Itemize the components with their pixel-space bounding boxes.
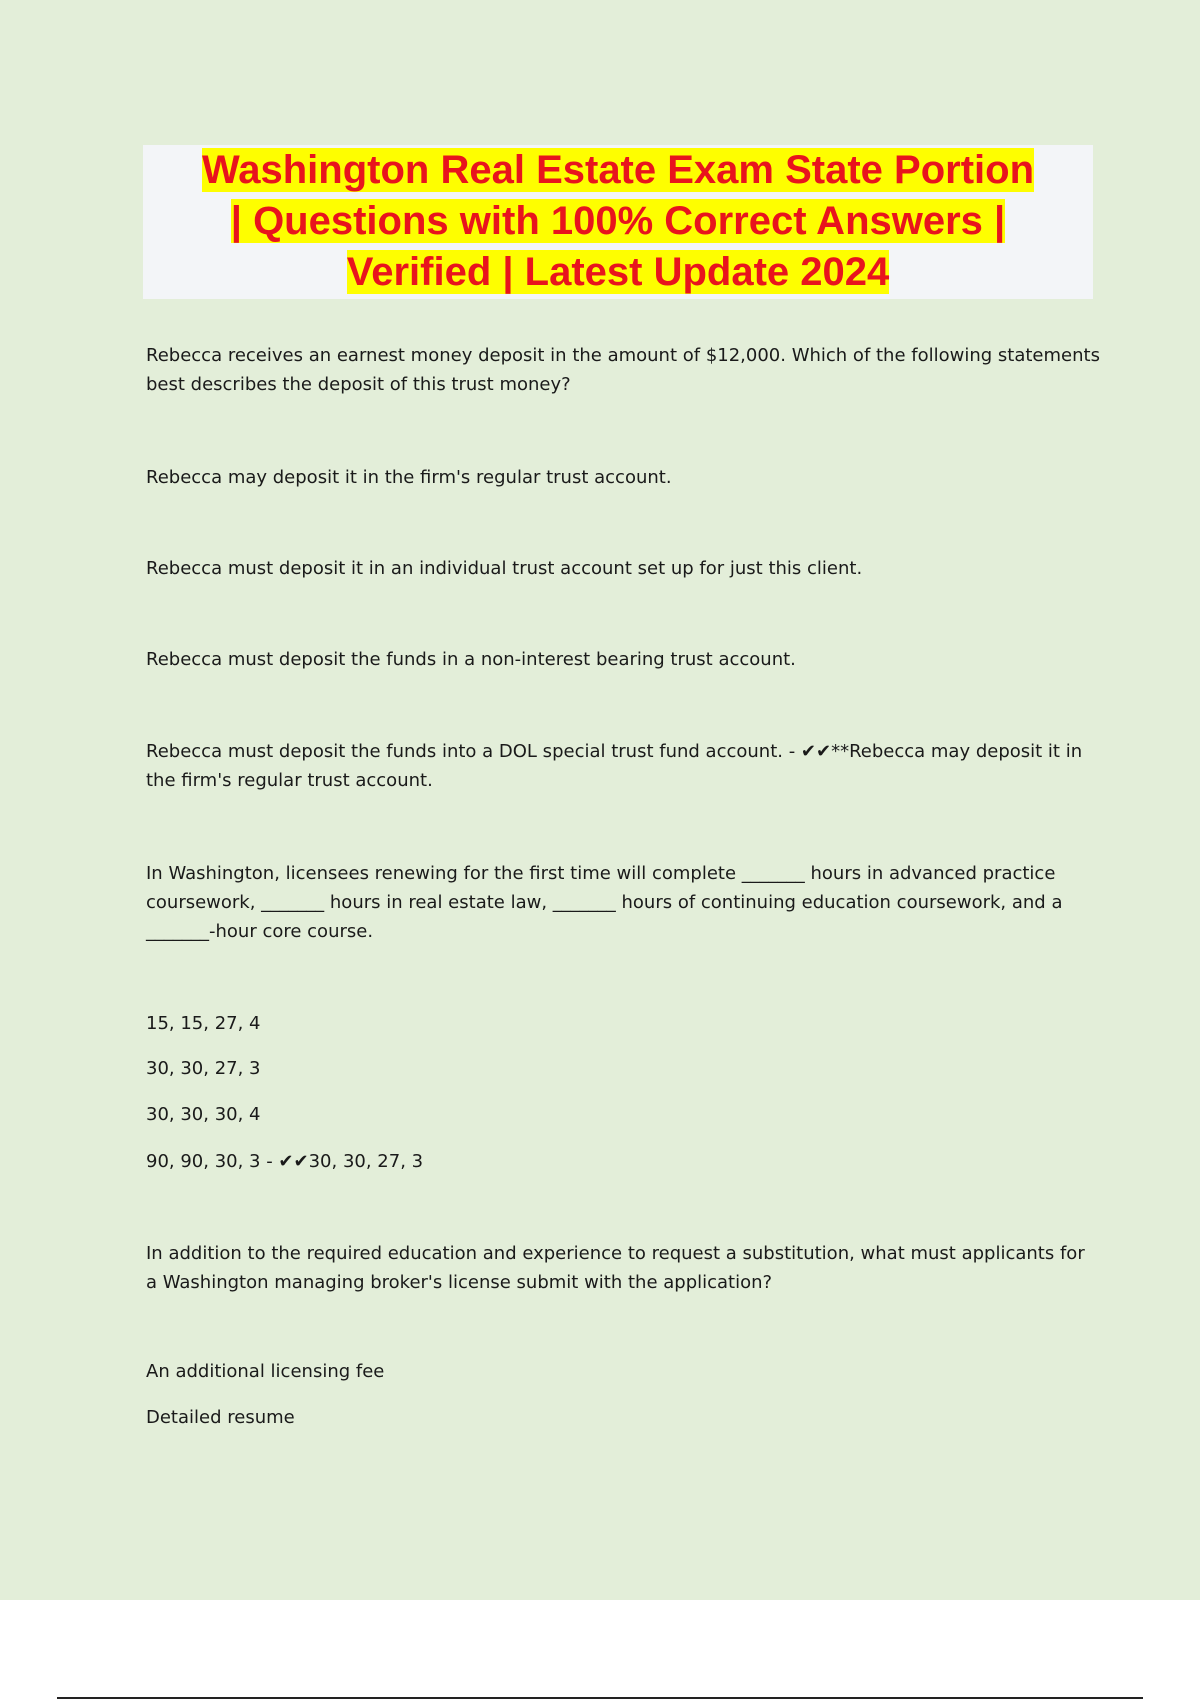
- question-1-option-c: Rebecca must deposit the funds in a non-interest bearing trust account.: [146, 649, 796, 670]
- question-3-option-a: An additional licensing fee: [146, 1361, 385, 1382]
- question-2-text: In Washington, licensees renewing for the first time will complete _______ hours in advanced practice coursework, _______ hours in real estate law, _______ hours of continuing education coursework, and a _______-hour core course.: [146, 863, 1063, 942]
- title-line-1: Washington Real Estate Exam State Portion: [201, 148, 1034, 192]
- question-1-option-d-with-answer: Rebecca must deposit the funds into a DOL special trust fund account. - ✔✔**Rebecca may deposit it in the firm's regular trust account.: [146, 741, 1083, 791]
- question-1-option-b: Rebecca must deposit it in an individual trust account set up for just this client.: [146, 558, 863, 579]
- question-2-option-b: 30, 30, 27, 3: [146, 1058, 261, 1079]
- question-3-text: In addition to the required education and experience to request a substitution, what must applicants for a Washington managing broker's license submit with the application?: [146, 1243, 1085, 1293]
- question-2-option-c: 30, 30, 30, 4: [146, 1104, 261, 1125]
- footer-divider: [57, 1697, 1143, 1699]
- question-1-option-a: Rebecca may deposit it in the firm's regular trust account.: [146, 467, 672, 488]
- question-2-option-a: 15, 15, 27, 4: [146, 1013, 261, 1034]
- question-3-option-b: Detailed resume: [146, 1407, 295, 1428]
- question-1-text: Rebecca receives an earnest money deposit in the amount of $12,000. Which of the following statements best describes the deposit of this trust money?: [146, 345, 1100, 395]
- document-title: [143, 145, 1093, 299]
- title-line-3: Verified | Latest Update 2024: [346, 250, 890, 294]
- title-line-2: | Questions with 100% Correct Answers |: [230, 199, 1006, 243]
- question-2-option-d-with-answer: 90, 90, 30, 3 - ✔✔30, 30, 27, 3: [146, 1151, 424, 1172]
